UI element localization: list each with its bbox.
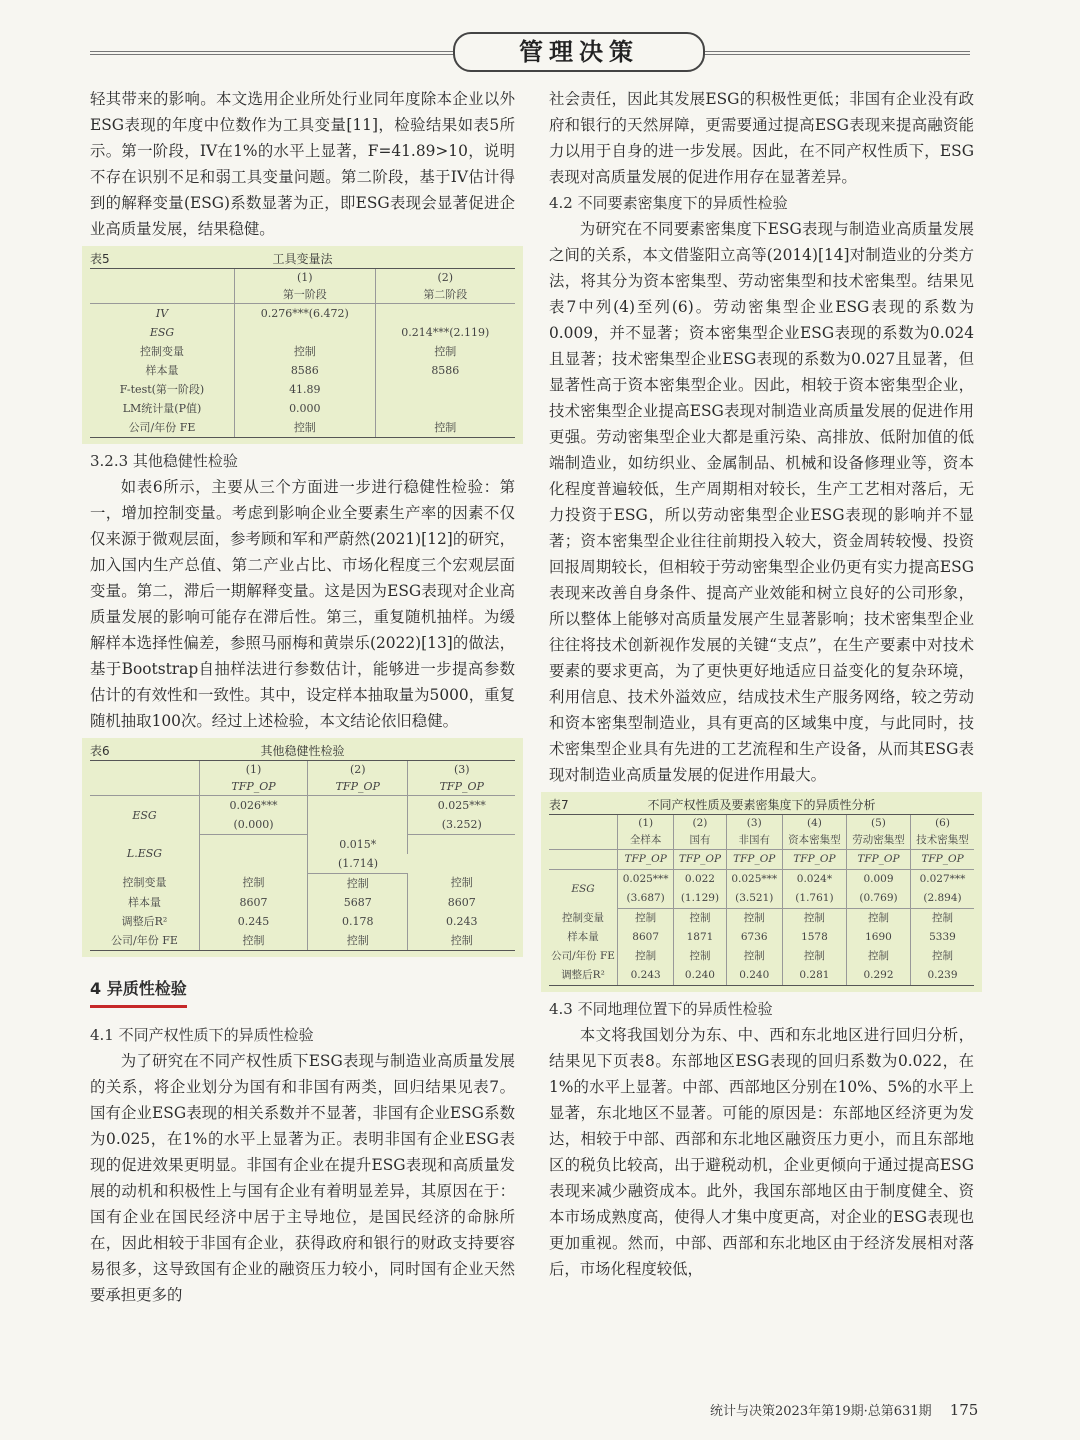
table-row: (3.687) (1.129) (3.521) (1.761) (0.769) (2.894) <box>549 889 974 909</box>
table-row: 公司/年份 FE 控制 控制 控制 <box>90 931 515 951</box>
table-row: ESG 0.026*** 0.025*** <box>90 796 515 816</box>
table-number: 表7 <box>549 798 569 812</box>
table-row: (1.714) <box>90 854 515 874</box>
table-title: 不同产权性质及要素密集度下的异质性分析 <box>647 798 876 812</box>
table-7-grid: (1) (2) (3) (4) (5) (6) 全样本 国有 非国有 资本密集型 劳动密集型 技术密集型 TFP_OP TFP_OP TFP_OP TFP_OP TFP_OP TFP_OP ESG 0.025*** 0.022 0.025*** 0.024* 0.009 0.027*** (3.687) (1.129) (3.521) (1.761) (0.769) (2.894) 控制变量 控制 控制 控制 控制 控制 控制 样本量 8607 1871 6736 1578 1690 5339 公司/年份 FE 控制 控制 控制 控制 控制 控制 调整后R² 0.243 0.240 0.240 0.281 0.292 0.239 <box>549 815 974 986</box>
column-title: 管理决策 <box>453 32 705 72</box>
table-caption <box>90 742 515 761</box>
table-5 <box>82 246 523 444</box>
table-row: 公司/年份 FE 控制 控制 <box>90 418 515 438</box>
table-caption <box>549 796 974 815</box>
table-row: 控制变量 控制 控制 控制 <box>90 873 515 893</box>
table-row: L.ESG 0.015* <box>90 835 515 854</box>
table-row: LM统计量(P值) 0.000 <box>90 399 515 418</box>
table-row: 调整后R² 0.243 0.240 0.240 0.281 0.292 0.239 <box>549 966 974 986</box>
table-row: 控制变量 控制 控制 控制 控制 控制 控制 <box>549 909 974 929</box>
table-title: 工具变量法 <box>272 252 333 266</box>
table-row: ESG 0.025*** 0.022 0.025*** 0.024* 0.009 0.027*** <box>549 870 974 890</box>
subsection-heading: 4.3 不同地理位置下的异质性检验 <box>549 1000 773 1018</box>
table-caption <box>90 250 515 269</box>
subsection-heading: 4.2 不同要素密集度下的异质性检验 <box>549 194 788 212</box>
subsection-heading: 4.1 不同产权性质下的异质性检验 <box>90 1025 314 1044</box>
table-row: IV 0.276***(6.472) <box>90 304 515 324</box>
paragraph: 为了研究在不同产权性质下ESG表现与制造业高质量发展的关系，将企业划分为国有和非国有两类，回归结果见表7。国有企业ESG表现的相关系数并不显著，非国有企业ESG系数为0.025，在1%的水平上显著为正。表明非国有企业ESG表现的促进效果更明显。非国有企业在提升ESG表现和高质量发展的动机和积极性上与国有企业有着明显差异，其原因在于：国有企业在国民经济中居于主导地位，是国民经济的命脉所在，因此相较于非国有企业，获得政府和银行的财政支持要容易很多，这导致国有企业的融资压力较小，同时国有企业天然要承担更多的 <box>90 1051 515 1304</box>
table-7 <box>541 792 982 992</box>
section-heading: 4 异质性检验 <box>90 977 187 1008</box>
page-footer <box>710 1400 978 1419</box>
subsection-heading: 3.2.3 其他稳健性检验 <box>90 452 238 470</box>
paragraph: 本文将我国划分为东、中、西和东北地区进行回归分析，结果见下页表8。东部地区ESG表现的回归系数为0.022，在1%的水平上显著。中部、西部地区分别在10%、5%的水平上显著，东北地区不显著。可能的原因是：东部地区经济更为发达，相较于中部、西部和东北地区融资压力更小，而且东部地区的税负比较高，出于避税动机，企业更倾向于通过提高ESG表现来减少融资成本。此外，我国东部地区由于制度健全、资本市场成熟度高，使得人才集中度更高，对企业的ESG表现也更加重视。然而，中部、西部和东北地区由于经济发展相对落后，市场化程度较低， <box>549 1026 974 1278</box>
table-6-grid: (1) (2) (3) TFP_OP TFP_OP TFP_OP ESG 0.026*** 0.025*** (0.000) (3.252) L.ESG 0.015* (1.714) 控制变量 控制 控制 控制 样本量 8607 5687 8607 调整后R² 0.245 0.178 0.243 公司/年份 FE 控制 控制 控制 <box>90 761 515 951</box>
journal-info: 统计与决策2023年第19期·总第631期 <box>710 1404 932 1419</box>
table-title: 其他稳健性检验 <box>260 744 345 758</box>
paragraph: 轻其带来的影响。本文选用企业所处行业同年度除本企业以外ESG表现的年度中位数作为工具变量[11]，检验结果如表5所示。第一阶段，IV在1%的水平上显著，F=41.89>10，说明不存在识别不足和弱工具变量问题。第二阶段，基于IV估计得到的解释变量(ESG)系数显著为正，即ESG表现会显著促进企业高质量发展，结果稳健。 <box>90 90 515 238</box>
paragraph: 为研究在不同要素密集度下ESG表现与制造业高质量发展之间的关系，本文借鉴阳立高等(2014)[14]对制造业的分类方法，将其分为资本密集型、劳动密集型和技术密集型。结果见表7中列(4)至列(6)。劳动密集型企业ESG表现的系数为0.009，并不显著；资本密集型企业ESG表现的系数为0.024且显著；技术密集型企业ESG表现的系数为0.027且显著，但显著性高于资本密集型企业。因此，相较于资本密集型企业，技术密集型企业提高ESG表现对制造业高质量发展的促进作用更强。劳动密集型企业大都是重污染、高排放、低附加值的低端制造业，如纺织业、金属制品、机械和设备修理业等，资本化程度普遍较低，生产周期相对较长，生产工艺相对落后，无力投资于ESG，所以劳动密集型企业ESG表现的影响并不显著；资本密集型企业往往前期投入较大，资金周转较慢、投资回报周期较长，但相较于劳动密集型企业仍更有实力提高ESG表现来改善自身条件、提高产业效能和树立良好的公司形象，所以整体上能够对高质量发展产生显著影响；技术密集型企业往往将技术创新视作发展的关键“支点”，在生产要素中对技术要素的要求更高，为了更快更好地适应日益变化的复杂环境，利用信息、技术外溢效应，结成技术生产服务网络，较之劳动和资本密集型制造业，具有更高的区域集中度，与此同时，技术密集型企业具有先进的工艺流程和生产设备，从而其ESG表现对制造业高质量发展的促进作用最大。 <box>549 220 974 784</box>
paragraph: 社会责任，因此其发展ESG的积极性更低；非国有企业没有政府和银行的天然屏障，更需要通过提高ESG表现来提高融资能力以用于自身的进一步发展。因此，在不同产权性质下，ESG表现对高质量发展的促进作用存在显著差异。 <box>549 90 974 186</box>
page-header <box>90 30 970 76</box>
left-column <box>90 86 515 1308</box>
page-number: 175 <box>949 1401 979 1419</box>
table-row: 调整后R² 0.245 0.178 0.243 <box>90 912 515 931</box>
paragraph: 如表6所示，主要从三个方面进一步进行稳健性检验：第一，增加控制变量。考虑到影响企业全要素生产率的因素不仅仅来源于微观层面，参考顾和军和严蔚然(2021)[12]的研究，加入国内生产总值、第二产业占比、市场化程度三个宏观层面变量。第二，滞后一期解释变量。这是因为ESG表现对企业高质量发展的影响可能存在滞后性。第三，重复随机抽样。为缓解样本选择性偏差，参照马丽梅和黄崇乐(2022)[13]的做法，基于Bootstrap自抽样法进行参数估计，能够进一步提高参数估计的有效性和一致性。其中，设定样本抽取量为5000，重复随机抽取100次。经过上述检验，本文结论依旧稳健。 <box>90 478 515 730</box>
table-row: 样本量 8607 5687 8607 <box>90 893 515 912</box>
table-row: ESG 0.214***(2.119) <box>90 323 515 342</box>
table-row: 公司/年份 FE 控制 控制 控制 控制 控制 控制 <box>549 947 974 966</box>
table-6 <box>82 738 523 957</box>
table-number: 表6 <box>90 744 110 758</box>
table-number: 表5 <box>90 252 110 266</box>
table-row: 样本量 8607 1871 6736 1578 1690 5339 <box>549 928 974 947</box>
table-row: 样本量 8586 8586 <box>90 361 515 380</box>
table-5-grid: (1) (2) 第一阶段 第二阶段 IV 0.276***(6.472) ESG 0.214***(2.119) 控制变量 控制 控制 样本量 8586 8586 F-test(第一阶段) 41.89 LM统计量(P值) 0.000 公司/年份 FE 控制 控制 <box>90 269 515 438</box>
table-row: (0.000) (3.252) <box>90 815 515 835</box>
table-row: 控制变量 控制 控制 <box>90 342 515 361</box>
right-column <box>549 86 974 1282</box>
table-row: F-test(第一阶段) 41.89 <box>90 380 515 399</box>
